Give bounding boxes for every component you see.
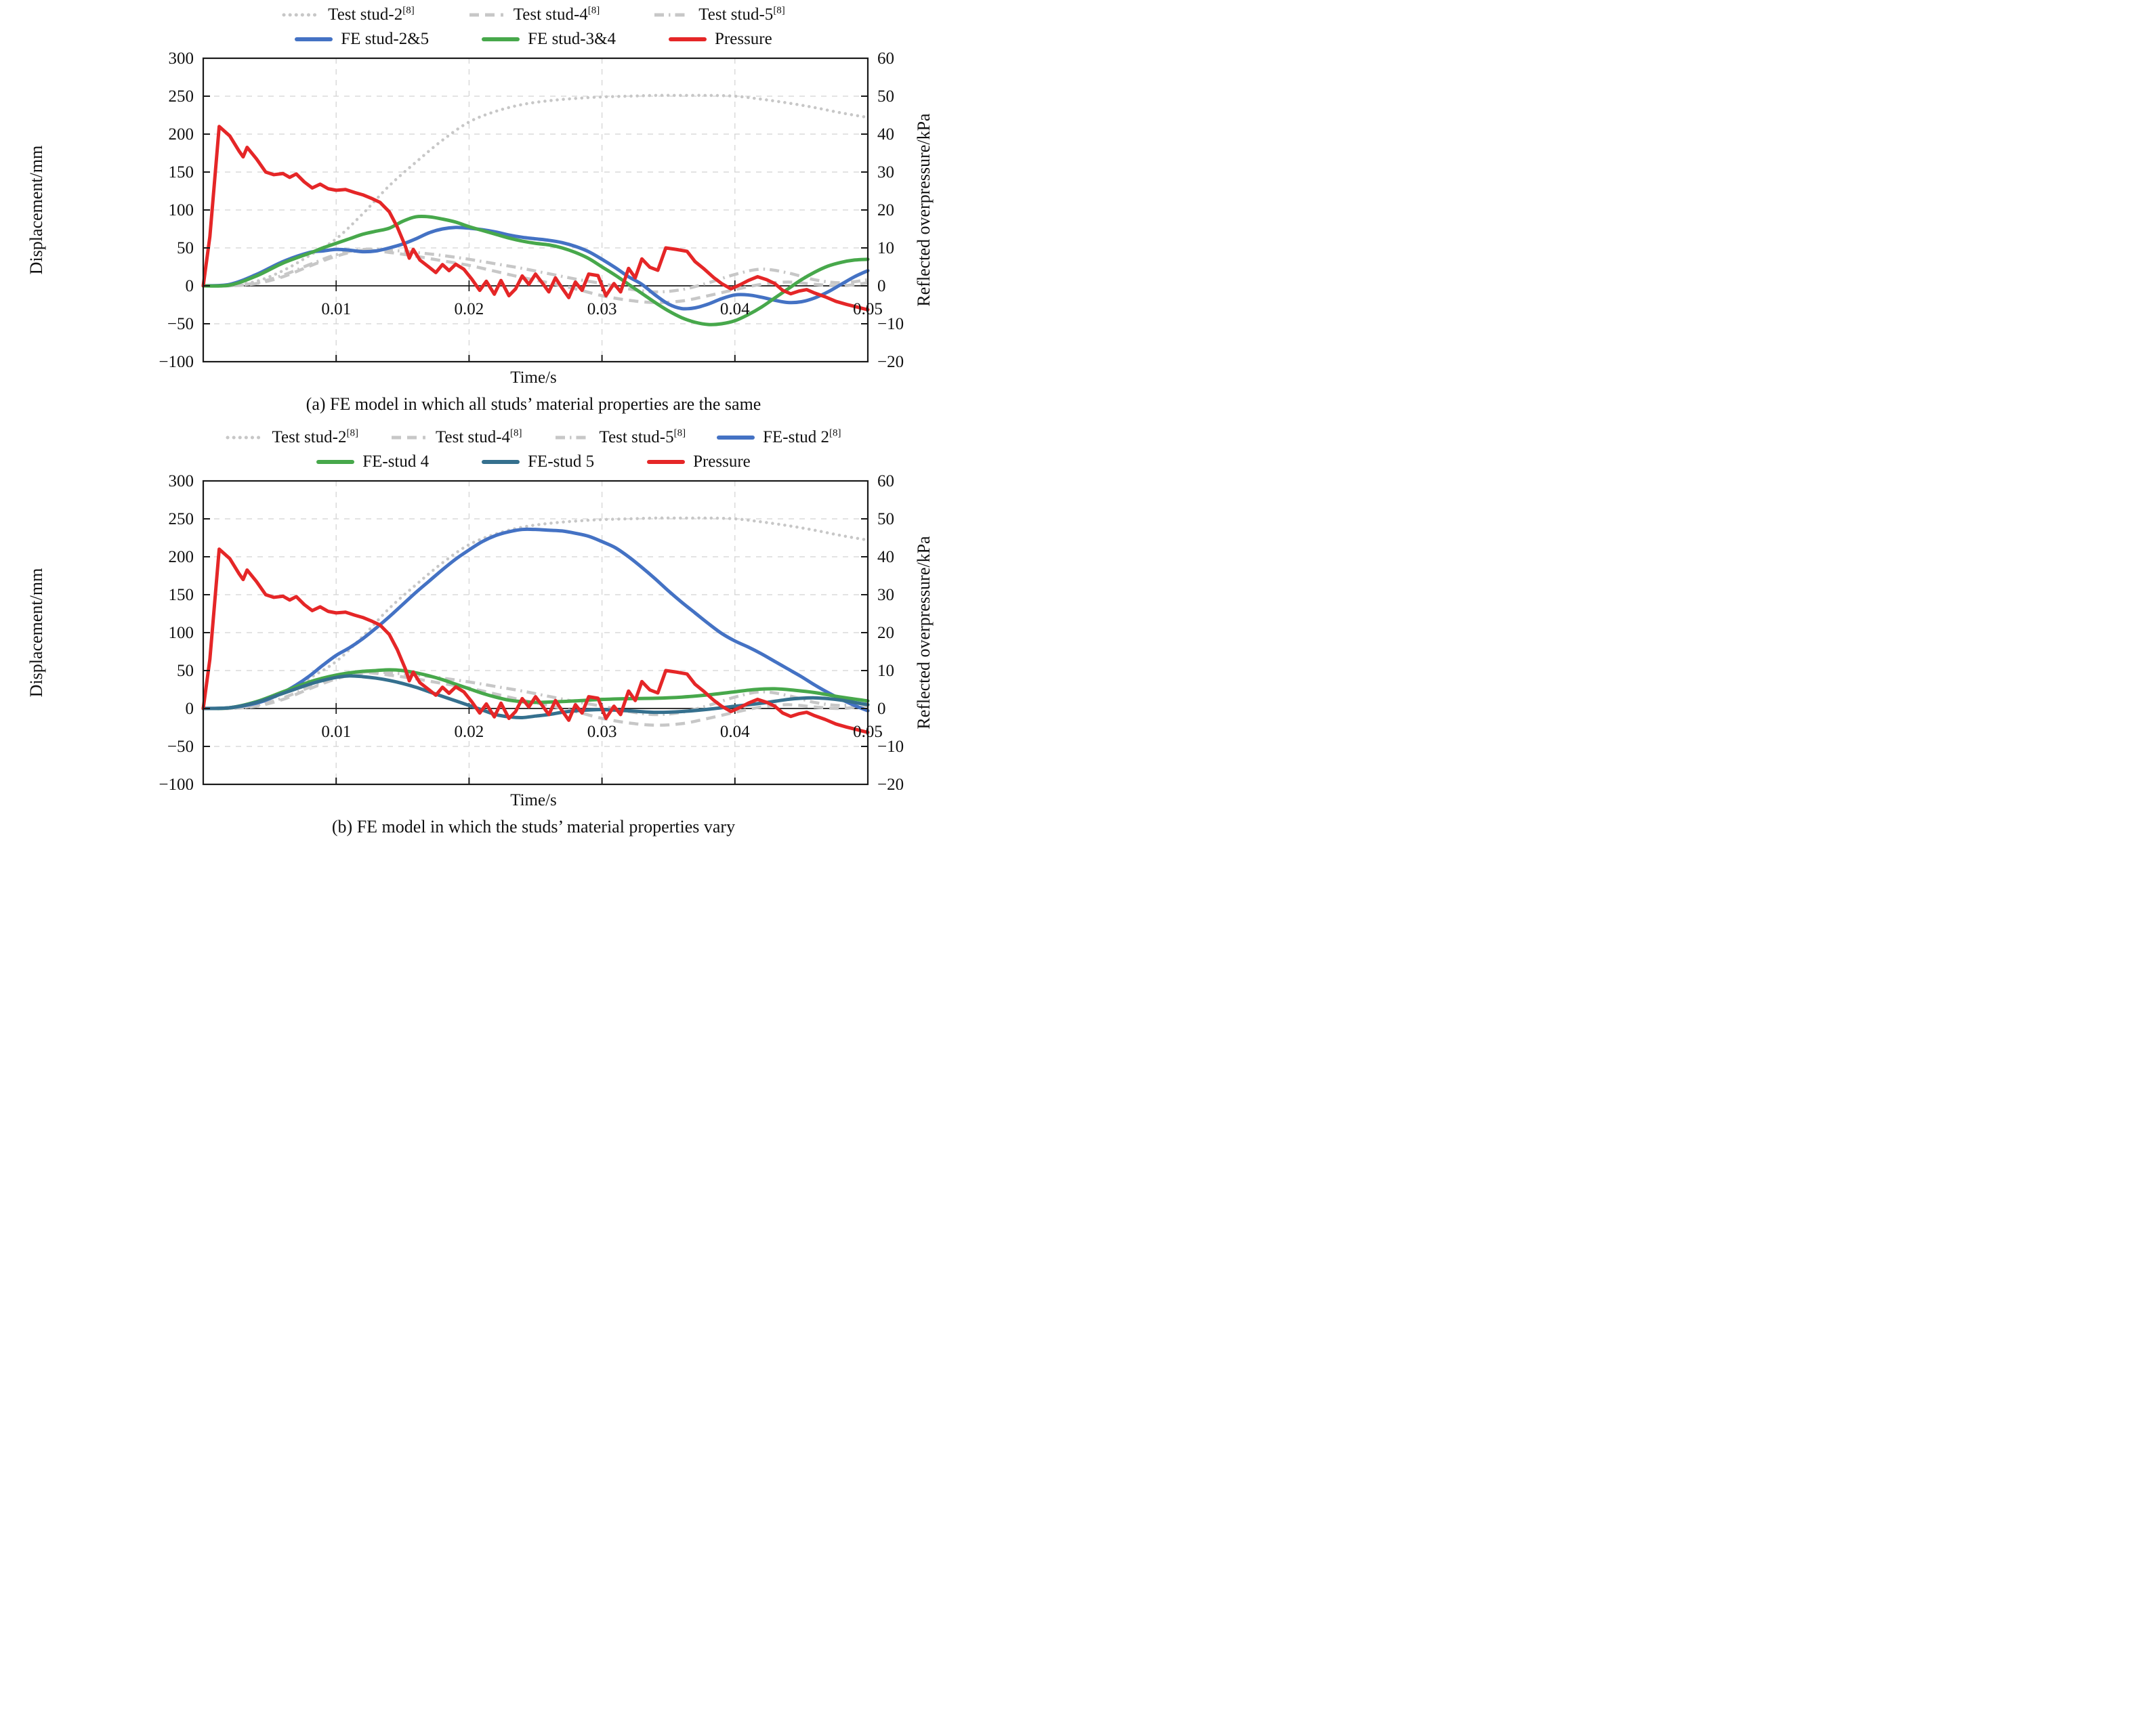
tick-labels	[159, 51, 904, 367]
legend-label-pressure: Pressure	[693, 452, 751, 471]
test-stud-2-line-swatch-icon	[282, 10, 320, 20]
fe-stud-3-4-line-swatch-icon	[482, 35, 520, 44]
tick-labels	[159, 474, 904, 790]
legend-row-2	[316, 451, 751, 473]
x-tick-0.02: 0.02	[454, 300, 484, 318]
legend-item-pressure	[647, 451, 751, 473]
test-stud-5-line-swatch-icon	[652, 10, 690, 20]
right-y-axis-title: Reflected overpressure/kPa	[914, 536, 934, 729]
right-tick-20: 20	[877, 201, 894, 219]
left-tick-250: 250	[168, 87, 194, 106]
right-tick-30: 30	[877, 586, 894, 604]
right-tick-30: 30	[877, 163, 894, 182]
gridlines	[203, 58, 868, 362]
x-tick-0.05: 0.05	[853, 300, 883, 318]
legend-label-fe-stud-3-4: FE stud-3&4	[528, 30, 616, 48]
legend-item-test-stud-5	[553, 427, 686, 448]
left-y-axis-title: Displacement/mm	[26, 568, 46, 698]
fe-stud-5-line-swatch-icon	[482, 457, 520, 467]
x-tick-0.03: 0.03	[587, 300, 617, 318]
chart-a-x-axis-title: Time/s	[510, 368, 557, 387]
legend-item-fe-stud-5	[482, 451, 594, 473]
x-tick-0.05: 0.05	[853, 723, 883, 741]
axis-ticks	[203, 519, 868, 784]
right-tick-10: 10	[877, 239, 894, 257]
legend-label-pressure: Pressure	[715, 30, 772, 48]
test-stud-2-line-swatch-icon	[226, 433, 264, 442]
left-y-axis-title: Displacement/mm	[26, 145, 46, 275]
right-tick--10: −10	[877, 315, 904, 333]
legend-label-fe-stud-4: FE-stud 4	[362, 452, 430, 471]
fe-stud-4-line-swatch-icon	[316, 457, 354, 467]
chart-b-caption: (b) FE model in which the studs’ material properties vary	[331, 817, 736, 837]
x-tick-0.01: 0.01	[321, 723, 352, 741]
left-tick--50: −50	[167, 315, 194, 333]
legend-item-fe-stud-2-5	[295, 28, 429, 50]
series-lines	[203, 518, 868, 732]
legend-item-pressure	[669, 28, 772, 50]
left-tick-300: 300	[168, 51, 194, 68]
fe-stud-2-5-line-swatch-icon	[295, 35, 333, 44]
chart-a-section	[0, 4, 1067, 415]
x-tick-0.02: 0.02	[454, 723, 484, 741]
figure	[0, 0, 1067, 837]
right-tick-20: 20	[877, 624, 894, 642]
left-tick--100: −100	[159, 776, 194, 790]
legend-label-test-stud-2: Test stud-2[8]	[272, 427, 358, 446]
series-pressure-line	[203, 549, 868, 732]
chart-a-caption: (a) FE model in which all studs’ material properties are the same	[306, 394, 761, 414]
left-tick-200: 200	[168, 548, 194, 566]
left-tick-200: 200	[168, 125, 194, 144]
left-tick-250: 250	[168, 510, 194, 528]
chart-b-plot	[0, 474, 1067, 790]
right-tick--20: −20	[877, 776, 904, 790]
chart-a-legend	[0, 4, 1067, 50]
right-tick--20: −20	[877, 353, 904, 367]
right-tick-40: 40	[877, 548, 894, 566]
right-y-axis-title: Reflected overpressure/kPa	[914, 113, 934, 307]
left-tick-300: 300	[168, 474, 194, 490]
left-tick-150: 150	[168, 163, 194, 182]
left-tick--100: −100	[159, 353, 194, 367]
legend-label-test-stud-4: Test stud-4[8]	[436, 427, 522, 446]
legend-label-test-stud-5: Test stud-5[8]	[698, 5, 785, 24]
x-tick-0.03: 0.03	[587, 723, 617, 741]
legend-item-fe-stud-2	[717, 427, 841, 448]
fe-stud-2-line-swatch-icon	[717, 433, 755, 442]
right-tick--10: −10	[877, 738, 904, 756]
chart-b-section	[0, 427, 1067, 837]
legend-label-fe-stud-5: FE-stud 5	[528, 452, 595, 471]
legend-item-test-stud-2	[226, 427, 358, 448]
chart-a-plot	[0, 51, 1067, 367]
right-tick-60: 60	[877, 474, 894, 490]
x-tick-0.04: 0.04	[719, 723, 750, 741]
legend-label-test-stud-4: Test stud-4[8]	[513, 5, 600, 24]
legend-item-test-stud-4	[467, 4, 600, 26]
left-tick-0: 0	[185, 277, 194, 295]
pressure-line-swatch-icon	[647, 457, 685, 467]
right-tick-40: 40	[877, 125, 894, 144]
right-tick-0: 0	[877, 277, 886, 295]
legend-label-fe-stud-2-5: FE stud-2&5	[341, 30, 430, 48]
gridlines	[203, 481, 868, 784]
legend-item-test-stud-4	[390, 427, 522, 448]
left-tick-100: 100	[168, 201, 194, 219]
test-stud-4-line-swatch-icon	[467, 10, 505, 20]
left-tick-150: 150	[168, 586, 194, 604]
legend-item-test-stud-2	[282, 4, 415, 26]
pressure-line-swatch-icon	[669, 35, 707, 44]
legend-label-fe-stud-2: FE-stud 2[8]	[763, 427, 841, 446]
x-tick-0.01: 0.01	[321, 300, 352, 318]
left-tick-50: 50	[177, 239, 194, 257]
test-stud-5-line-swatch-icon	[553, 433, 591, 442]
right-tick-50: 50	[877, 510, 894, 528]
legend-label-test-stud-2: Test stud-2[8]	[328, 5, 415, 24]
legend-row-1	[282, 4, 785, 26]
axis-ticks	[203, 96, 868, 362]
x-tick-0.04: 0.04	[719, 300, 750, 318]
right-tick-0: 0	[877, 700, 886, 718]
legend-row-1	[226, 427, 841, 448]
right-tick-10: 10	[877, 662, 894, 680]
series-pressure-line	[203, 127, 868, 310]
legend-item-fe-stud-3-4	[482, 28, 616, 50]
legend-item-test-stud-5	[652, 4, 785, 26]
test-stud-4-line-swatch-icon	[390, 433, 427, 442]
left-tick-50: 50	[177, 662, 194, 680]
left-tick--50: −50	[167, 738, 194, 756]
left-tick-0: 0	[185, 700, 194, 718]
chart-b-legend	[0, 427, 1067, 473]
legend-item-fe-stud-4	[316, 451, 429, 473]
right-tick-50: 50	[877, 87, 894, 106]
right-tick-60: 60	[877, 51, 894, 68]
legend-row-2	[295, 28, 772, 50]
left-tick-100: 100	[168, 624, 194, 642]
chart-b-x-axis-title: Time/s	[510, 791, 557, 809]
legend-label-test-stud-5: Test stud-5[8]	[599, 427, 686, 446]
